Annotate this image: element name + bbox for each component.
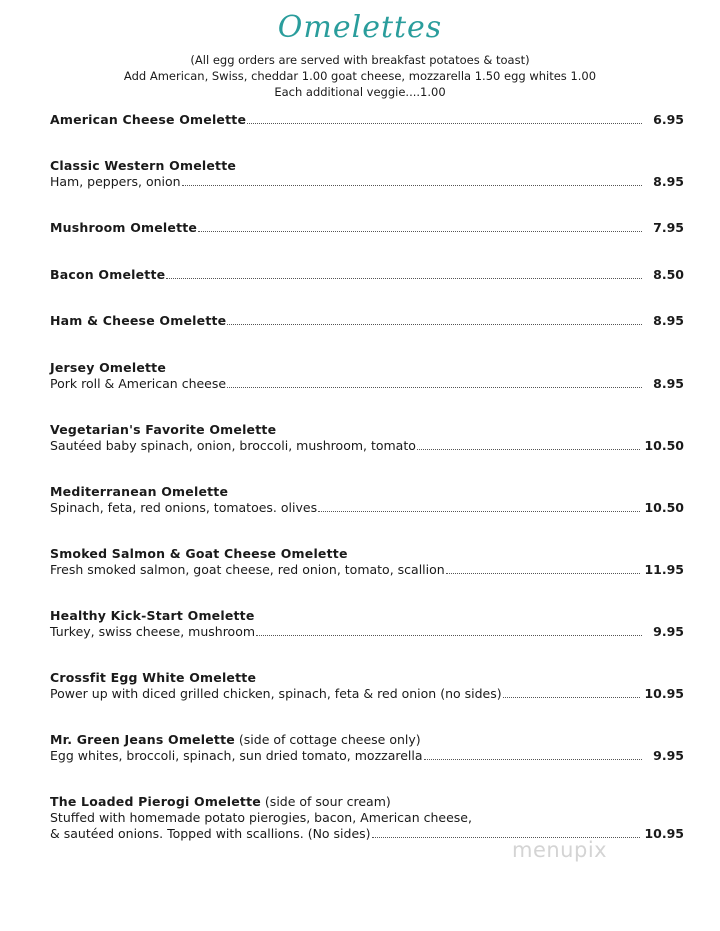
menu-item-price: 10.50 <box>644 500 684 515</box>
menu-item-name: Mushroom Omelette <box>50 220 198 235</box>
menu-item-name: Smoked Salmon & Goat Cheese Omelette <box>50 546 348 561</box>
menu-item-name: The Loaded Pierogi Omelette <box>50 794 261 809</box>
menu-item-name: Mr. Green Jeans Omelette <box>50 732 235 747</box>
dot-leader <box>256 635 642 636</box>
intro-line-veggie-addon: Each additional veggie....1.00 <box>274 85 446 99</box>
menu-item <box>50 158 684 190</box>
dot-leader <box>417 449 641 450</box>
menu-item-price: 9.95 <box>653 748 684 763</box>
menu-item-name: Healthy Kick-Start Omelette <box>50 608 255 623</box>
dot-leader <box>446 573 641 574</box>
menu-item-price: 10.50 <box>644 438 684 453</box>
menu-item-description: Spinach, feta, red onions, tomatoes. olives <box>50 500 318 515</box>
menu-item <box>50 313 684 329</box>
menu-item-name: Classic Western Omelette <box>50 158 237 173</box>
menu-item-price: 8.95 <box>653 313 684 328</box>
menu-item-description: Fresh smoked salmon, goat cheese, red onion, tomato, scallion <box>50 562 445 577</box>
menu-item-price: 11.95 <box>644 562 684 577</box>
menu-item-price: 6.95 <box>653 112 684 127</box>
dot-leader <box>318 511 640 512</box>
menu-item-description: & sautéed onions. Topped with scallions. (No sides) <box>50 826 371 841</box>
page-title: Omelettes <box>277 10 443 45</box>
menu-item-description: Egg whites, broccoli, spinach, sun dried tomato, mozzarella <box>50 748 423 763</box>
menu-item-price: 7.95 <box>653 220 684 235</box>
menu-item <box>50 670 684 702</box>
menu-item-price: 8.50 <box>653 267 684 282</box>
menu-item-name: Bacon Omelette <box>50 267 166 282</box>
menu-item-price: 10.95 <box>644 826 684 841</box>
menu-item <box>50 267 684 283</box>
menu-item <box>50 794 684 842</box>
intro-line-cheese-addons: Add American, Swiss, cheddar 1.00 goat cheese, mozzarella 1.50 egg whites 1.00 <box>123 69 597 83</box>
menu-item-name: Ham & Cheese Omelette <box>50 313 227 328</box>
menu-item <box>50 732 684 764</box>
dot-leader <box>166 278 642 279</box>
menu-item-price: 8.95 <box>653 376 684 391</box>
menu-item <box>50 484 684 516</box>
menu-item-note: (side of sour cream) <box>260 794 391 809</box>
dot-leader <box>227 387 642 388</box>
menu-item-price: 10.95 <box>644 686 684 701</box>
menu-item-name: American Cheese Omelette <box>50 112 247 127</box>
dot-leader <box>424 759 642 760</box>
dot-leader <box>198 231 642 232</box>
menu-item-name: Crossfit Egg White Omelette <box>50 670 257 685</box>
intro-line-served-with: (All egg orders are served with breakfast potatoes & toast) <box>190 53 530 67</box>
menu-item-note: (side of cottage cheese only) <box>234 732 421 747</box>
menu-item-description: Sautéed baby spinach, onion, broccoli, mushroom, tomato <box>50 438 416 453</box>
menu-item-description: Ham, peppers, onion <box>50 174 181 189</box>
menu-item-name: Mediterranean Omelette <box>50 484 229 499</box>
watermark-logo: menupix <box>512 838 608 862</box>
menu-item <box>50 608 684 640</box>
menu-item-name: Vegetarian's Favorite Omelette <box>50 422 277 437</box>
menu-intro <box>0 52 720 100</box>
menu-item-description: Stuffed with homemade potato pierogies, bacon, American cheese, <box>50 810 472 825</box>
menu-item-description: Turkey, swiss cheese, mushroom <box>50 624 256 639</box>
menu-item-description: Power up with diced grilled chicken, spinach, feta & red onion (no sides) <box>50 686 502 701</box>
menu-item <box>50 360 684 392</box>
menu-item <box>50 422 684 454</box>
dot-leader <box>503 697 641 698</box>
menu-item-price: 9.95 <box>653 624 684 639</box>
menu-item <box>50 220 684 236</box>
dot-leader <box>227 324 642 325</box>
dot-leader <box>247 123 642 124</box>
menu-item-description: Pork roll & American cheese <box>50 376 227 391</box>
menu-item-price: 8.95 <box>653 174 684 189</box>
menu-item <box>50 546 684 578</box>
dot-leader <box>182 185 642 186</box>
menu-item <box>50 112 684 128</box>
menu-item-name: Jersey Omelette <box>50 360 167 375</box>
